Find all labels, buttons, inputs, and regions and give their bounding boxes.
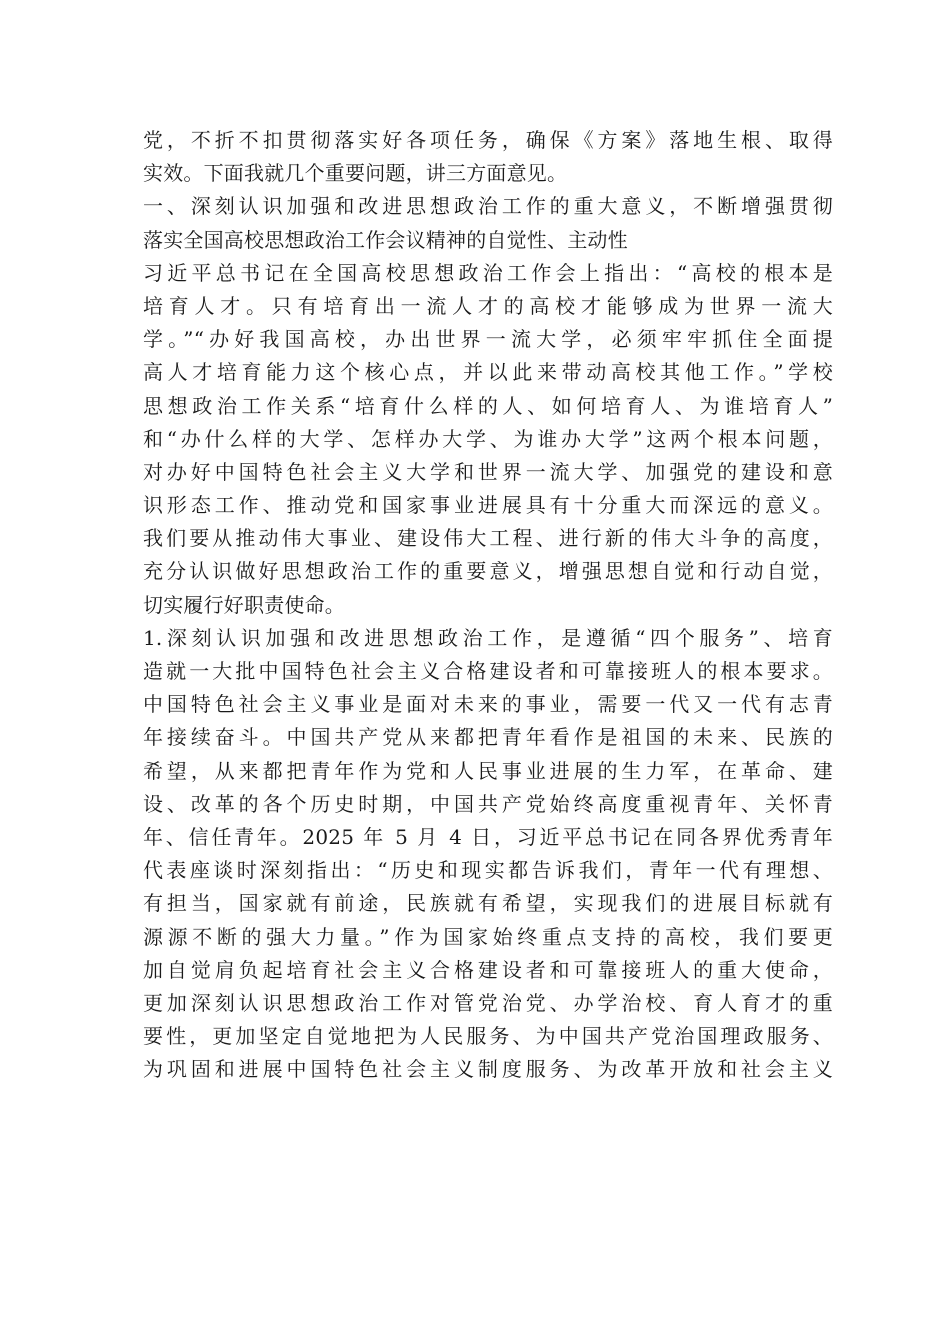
text-line: 加自觉肩负起培育社会主义合格建设者和可靠接班人的重大使命， [143,957,833,982]
text-line: 设、改革的各个历史时期，中国共产党始终高度重视青年、关怀青 [143,791,833,816]
text-line: 年、信任青年。2025 年 5 月 4 日，习近平总书记在同各界优秀青年 [143,824,833,849]
text-line: 一、深刻认识加强和改进思想政治工作的重大意义，不断增强贯彻 [143,194,833,219]
text-line: 年接续奋斗。中国共产党从来都把青年看作是祖国的未来、民族的 [143,725,833,750]
text-line: 高人才培育能力这个核心点，并以此来带动高校其他工作。”学校 [143,360,833,385]
text-line: 中国特色社会主义事业是面对未来的事业，需要一代又一代有志青 [143,692,833,717]
text-line: 要性，更加坚定自觉地把为人民服务、为中国共产党治国理政服务、 [143,1024,833,1049]
text-line: 我们要从推动伟大事业、建设伟大工程、进行新的伟大斗争的高度， [143,526,833,551]
text-line: 实效。下面我就几个重要问题，讲三方面意见。 [143,161,568,186]
document-body [143,124,833,1086]
text-line: 代表座谈时深刻指出：“历史和现实都告诉我们，青年一代有理想、 [143,858,833,883]
text-line: 源源不断的强大力量。”作为国家始终重点支持的高校，我们要更 [143,924,833,949]
text-line: 和“办什么样的大学、怎样办大学、为谁办大学”这两个根本问题， [143,426,833,451]
text-line: 为巩固和进展中国特色社会主义制度服务、为改革开放和社会主义 [143,1057,833,1082]
text-line: 思想政治工作关系“培育什么样的人、如何培育人、为谁培育人” [143,393,833,418]
text-line: 充分认识做好思想政治工作的重要意义，增强思想自觉和行动自觉， [143,559,833,584]
text-line: 切实履行好职责使命。 [143,592,345,617]
text-line: 1.深刻认识加强和改进思想政治工作，是遵循“四个服务”、培育 [143,625,833,650]
text-line: 造就一大批中国特色社会主义合格建设者和可靠接班人的根本要求。 [143,659,833,683]
text-line: 识形态工作、推动党和国家事业进展具有十分重大而深远的意义。 [143,493,833,518]
text-line: 更加深刻认识思想政治工作对管党治党、办学治校、育人育才的重 [143,990,833,1015]
text-line: 希望，从来都把青年作为党和人民事业进展的生力军，在革命、建 [143,758,833,783]
text-line: 学。”“办好我国高校，办出世界一流大学，必须牢牢抓住全面提 [143,327,833,352]
text-line: 党，不折不扣贯彻落实好各项任务，确保《方案》落地生根、取得 [143,128,833,152]
text-line: 落实全国高校思想政治工作会议精神的自觉性、主动性 [143,227,628,252]
text-line: 对办好中国特色社会主义大学和世界一流大学、加强党的建设和意 [143,459,833,484]
text-line: 有担当，国家就有前途，民族就有希望，实现我们的进展目标就有 [143,891,833,916]
text-line: 培育人才。只有培育出一流人才的高校才能够成为世界一流大 [143,293,833,318]
text-line: 习近平总书记在全国高校思想政治工作会上指出：“高校的根本是 [143,260,833,285]
